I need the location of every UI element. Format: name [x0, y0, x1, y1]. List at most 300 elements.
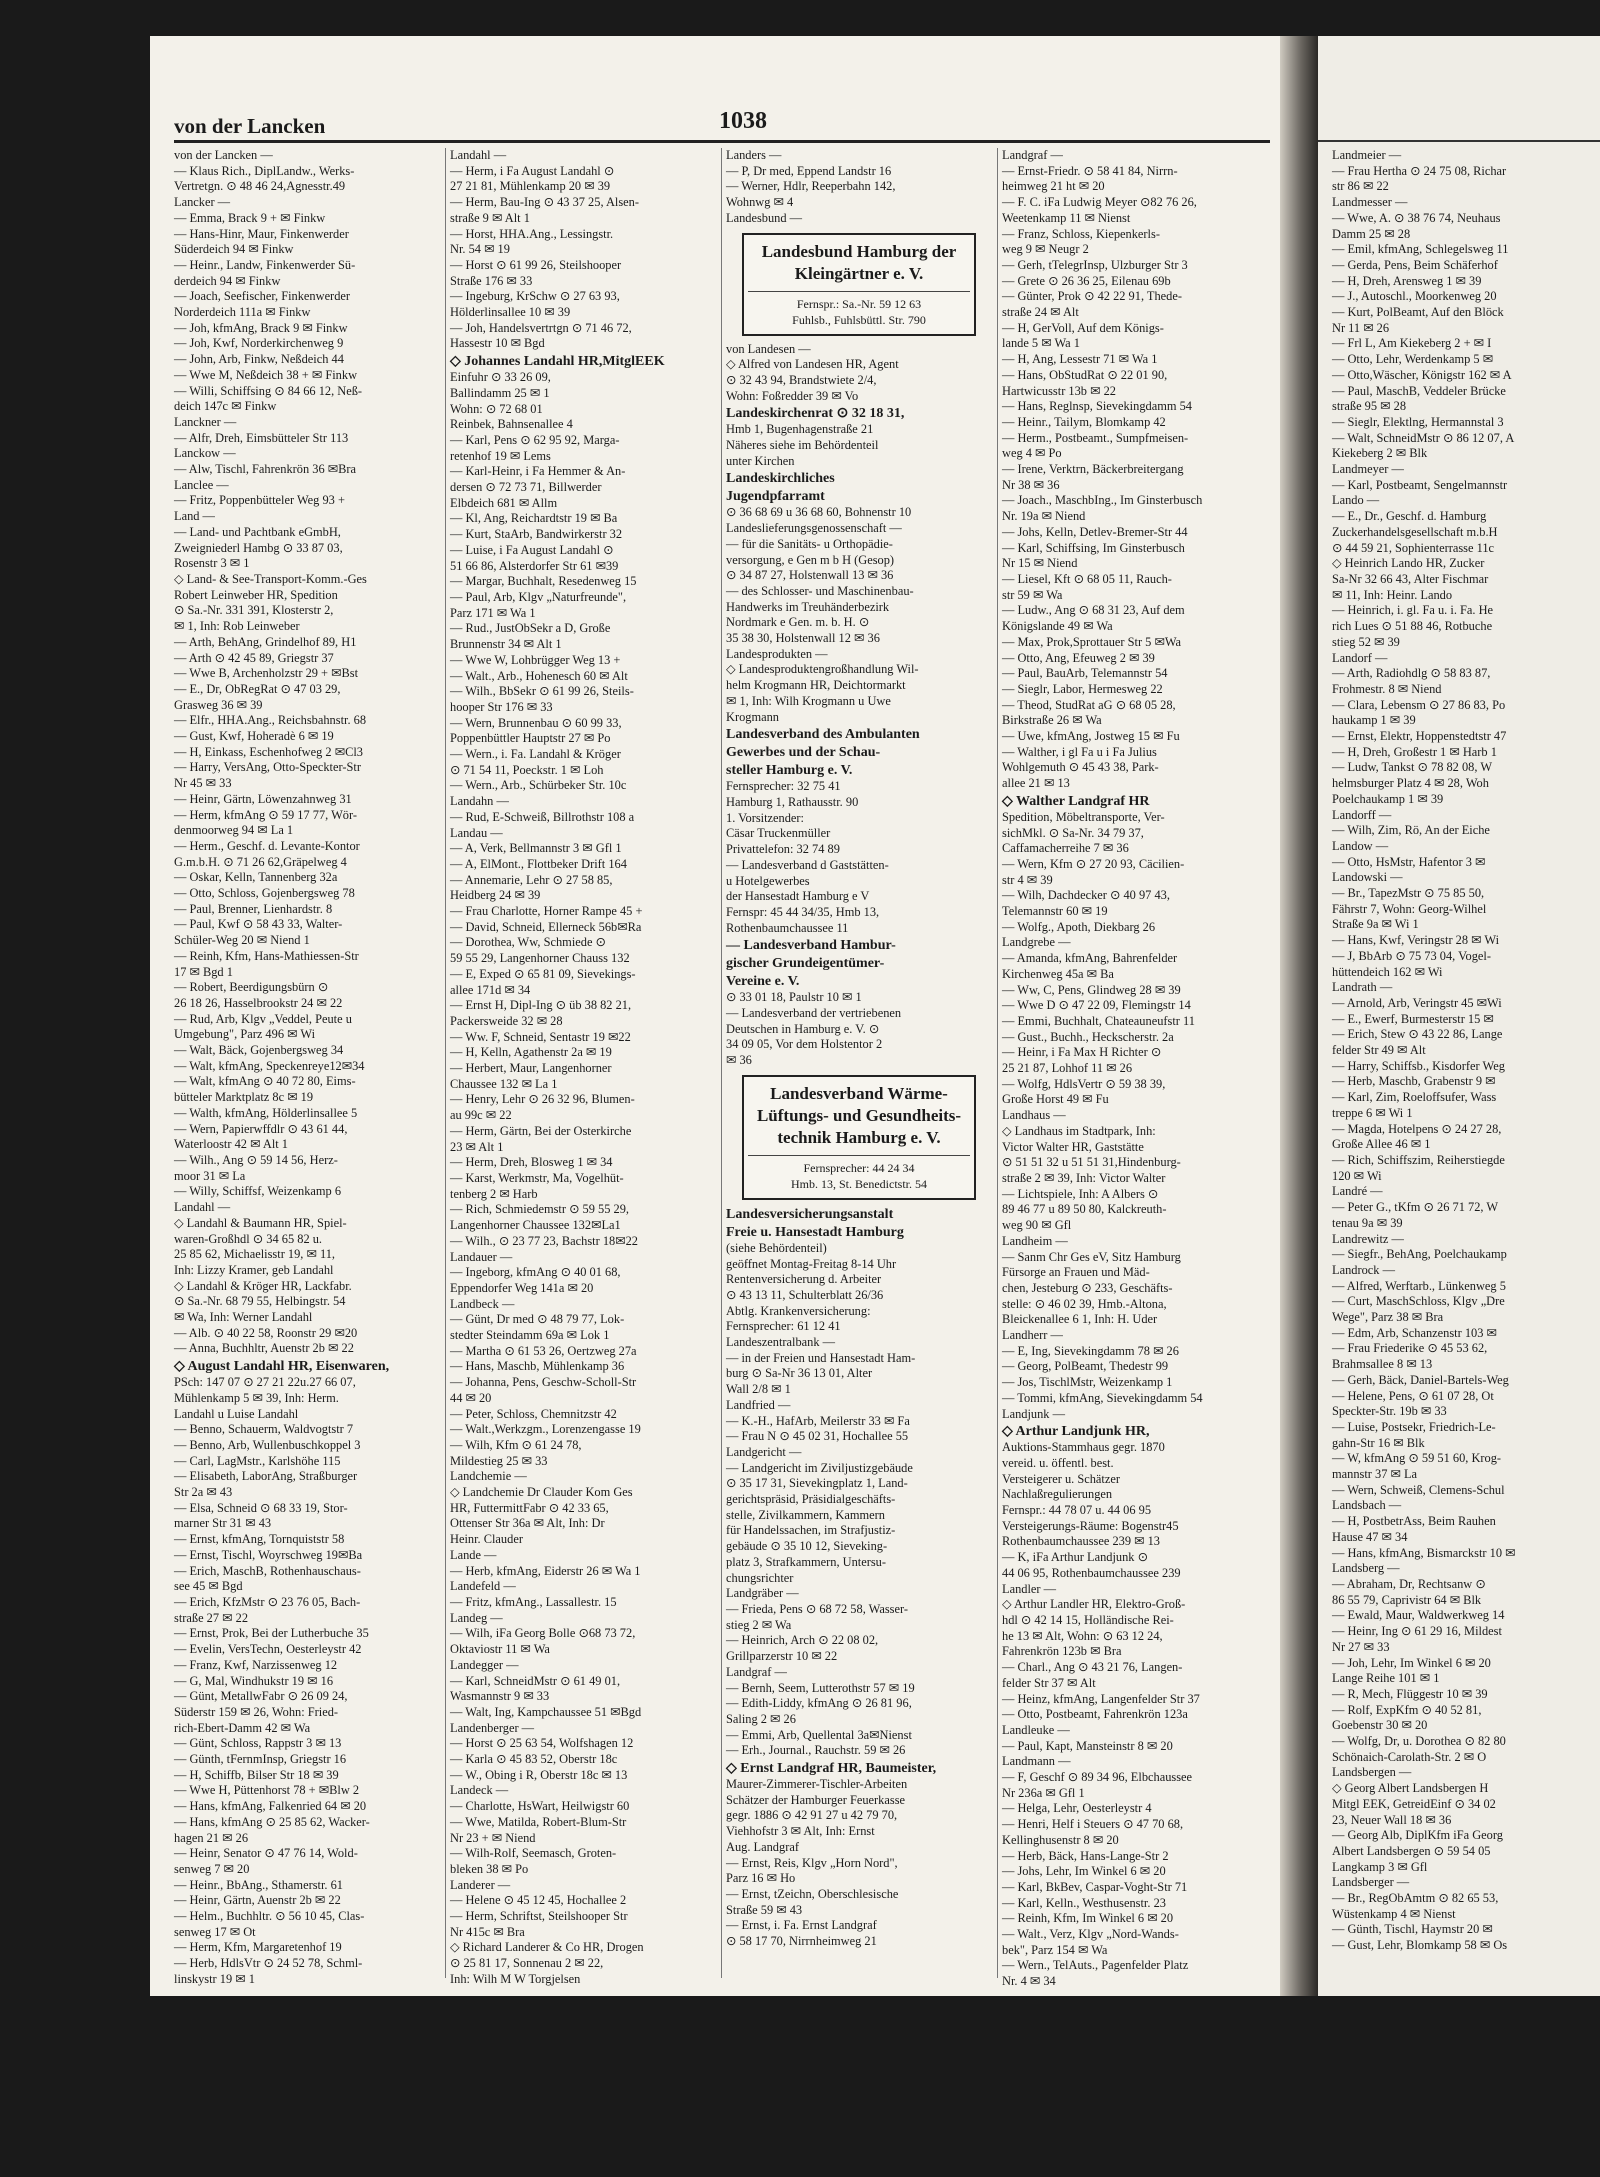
entry-line: — Paul, BauArb, Telemannstr 54 — [1002, 666, 1168, 681]
entry-line: — Landgericht im Ziviljustizgebäude — [726, 1460, 913, 1475]
directory-page-right — [1318, 36, 1600, 1996]
entry-line: geöffnet Montag-Freitag 8-14 Uhr — [726, 1256, 897, 1271]
entry-line: Hartwicusstr 13b ✉ 22 — [1002, 383, 1116, 398]
entry-line: — Wilh, iFa Georg Bolle ⊙68 73 72, — [450, 1626, 636, 1641]
entry-line: 17 ✉ Bgd 1 — [174, 964, 233, 979]
entry-line: Oktaviostr 11 ✉ Wa — [450, 1642, 550, 1657]
entry-line: Nachlaßregulierungen — [1002, 1487, 1113, 1502]
entry-line: — Herb, Bäck, Hans-Lange-Str 2 — [1002, 1848, 1169, 1863]
entry-line: Frohmestr. 8 ✉ Niend — [1332, 681, 1442, 696]
entry-line: — Wwe B, Archenholzstr 29 + ✉Bst — [174, 666, 359, 681]
page-number: 1038 — [719, 108, 767, 134]
advertisement-title: Landesbund Hamburg der Kleingärtner e. V. — [761, 241, 957, 283]
entry-line: Landgericht — — [726, 1444, 802, 1459]
entry-line: Fürsorge an Frauen und Mäd- — [1002, 1265, 1150, 1280]
entry-line: hagen 21 ✉ 26 — [174, 1830, 249, 1845]
entry-line: — Karl, BkBev, Caspar-Voght-Str 71 — [1002, 1879, 1188, 1894]
entry-line: — Ernst, Tischl, Woyrschweg 19✉Ba — [174, 1547, 363, 1562]
entry-line: — Wern, Brunnenbau ⊙ 60 99 33, — [450, 715, 622, 730]
column-divider — [997, 148, 998, 1978]
entry-line: Mühlenkamp 5 ✉ 39, Inh: Herm. — [174, 1390, 339, 1405]
entry-line: Kirchenweg 45a ✉ Ba — [1002, 966, 1114, 981]
entry-line: Waterloostr 42 ✉ Alt 1 — [174, 1137, 289, 1152]
entry-line: Hause 47 ✉ 34 — [1332, 1529, 1408, 1544]
entry-line: Rentenversicherung d. Arbeiter — [726, 1272, 882, 1287]
entry-line: — für die Sanitäts- u Orthopädie- — [726, 536, 893, 551]
entry-line: Näheres siehe im Behördenteil — [726, 438, 879, 453]
entry-line: — Walt, SchneidMstr ⊙ 86 12 07, A — [1332, 430, 1515, 445]
entry-line: — Sanm Chr Ges eV, Sitz Hamburg — [1002, 1249, 1181, 1264]
entry-line: Landahl — — [174, 1200, 231, 1215]
entry-line: Fernsprecher: 61 12 41 — [726, 1319, 841, 1334]
entry-line: Landré — — [1332, 1184, 1383, 1199]
entry-line: ⊙ 71 54 11, Poeckstr. 1 ✉ Loh — [450, 762, 604, 777]
entry-line: — Otto,Wäscher, Königstr 162 ✉ A — [1332, 367, 1512, 382]
entry-line: Landfried — — [726, 1397, 791, 1412]
entry-line: — W, kfmAng ⊙ 59 51 60, Krog- — [1332, 1451, 1502, 1466]
entry-line: — Hans, kfmAng, Falkenried 64 ✉ 20 — [174, 1799, 367, 1814]
entry-line: — Fritz, kfmAng., Lassallestr. 15 — [450, 1594, 617, 1609]
entry-line: — Evelin, VersTechn, Oesterleystr 42 — [174, 1642, 362, 1657]
entry-line: straße 24 ✉ Alt — [1002, 305, 1079, 320]
entry-line: — Karst, Werkmstr, Ma, Vogelhüt- — [450, 1171, 624, 1185]
entry-line: — Wilh, Dachdecker ⊙ 40 97 43, — [1002, 888, 1170, 903]
entry-line: — Elsa, Schneid ⊙ 68 33 19, Stor- — [174, 1500, 348, 1515]
entry-line: — Walt.,Werkzgm., Lorenzengasse 19 — [450, 1422, 641, 1437]
entry-line: gerichtspräsid, Präsidialgeschäfts- — [726, 1492, 896, 1507]
entry-line: Brahmsallee 8 ✉ 13 — [1332, 1357, 1433, 1372]
column-divider — [721, 148, 722, 1978]
entry-line: ◇ Land- & See-Transport-Komm.-Ges — [174, 571, 367, 586]
entry-line: — Peter, Schloss, Chemnitzstr 42 — [450, 1406, 617, 1421]
entry-line: ◇ Landesproduktengroßhandlung Wil- — [726, 662, 919, 677]
entry-line: str 4 ✉ 39 — [1002, 872, 1053, 887]
entry-heading: Gewerbes und der Schau- — [726, 745, 881, 761]
entry-line: — Otto, Postbeamt, Fahrenkrön 123a — [1002, 1707, 1188, 1722]
entry-line: — Joach, Seefischer, Finkenwerder — [174, 289, 351, 304]
entry-line: — Wwe, Matilda, Robert-Blum-Str — [450, 1814, 627, 1829]
entry-line: helm Krogmann HR, Deichtormarkt — [726, 678, 906, 693]
entry-line: Cäsar Truckenmüller — [726, 826, 831, 841]
entry-line: — Abraham, Dr, Rechtsanw ⊙ — [1332, 1576, 1486, 1591]
entry-line: — David, Schneid, Ellerneck 56b✉Ra — [450, 919, 642, 934]
entry-line: Grasweg 36 ✉ 39 — [174, 697, 263, 712]
entry-line: Wasmannstr 9 ✉ 33 — [450, 1689, 550, 1704]
advertisement-address: Fuhlsb., Fuhlsbüttl. Str. 790 — [792, 312, 926, 327]
entry-line: u Hotelgewerbes — [726, 873, 810, 888]
entry-line: Landsbergen — — [1332, 1765, 1412, 1780]
entry-line: Saling 2 ✉ 26 — [726, 1711, 796, 1726]
entry-line: — Karl, Schiffsing, Im Ginsterbusch — [1002, 540, 1185, 555]
entry-line: moor 31 ✉ La — [174, 1168, 246, 1183]
entry-line: — Kl, Ang, Reichardtstr 19 ✉ Ba — [450, 511, 618, 526]
entry-line: — Helga, Lehr, Oesterleystr 4 — [1002, 1801, 1152, 1816]
entry-line: 44 06 95, Rothenbaumchaussee 239 — [1002, 1565, 1181, 1580]
entry-line: Ottenser Str 36a ✉ Alt, Inh: Dr — [450, 1516, 605, 1531]
entry-line: — K.-H., HafArb, Meilerstr 33 ✉ Fa — [726, 1413, 910, 1428]
entry-line: Langenhorner Chaussee 132✉La1 — [450, 1218, 621, 1233]
entry-line: — F. C. iFa Ludwig Meyer ⊙82 76 26, — [1002, 195, 1197, 210]
entry-line: senweg 7 ✉ 20 — [174, 1861, 250, 1876]
entry-line: — Hans-Hinr, Maur, Finkenwerder — [174, 226, 349, 241]
entry-line: Nr. 54 ✉ 19 — [450, 242, 510, 257]
directory-page-left — [150, 36, 1280, 1996]
entry-line: Krogmann — [726, 709, 779, 724]
entry-line: — Ernst, Elektr, Hoppenstedtstr 47 — [1332, 729, 1507, 744]
entry-line: — Kurt, PolBeamt, Auf den Blöck — [1332, 305, 1504, 320]
entry-line: — Johanna, Pens, Geschw-Scholl-Str — [450, 1375, 637, 1390]
entry-line: ⊙ 33 01 18, Paulstr 10 ✉ 1 — [726, 990, 862, 1005]
entry-line: Heinr. Clauder — [450, 1532, 523, 1547]
entry-line: hooper Str 176 ✉ 33 — [450, 699, 553, 714]
entry-line: stieg 52 ✉ 39 — [1332, 634, 1400, 649]
entry-line: — Joh, Lehr, Im Winkel 6 ✉ 20 — [1332, 1655, 1491, 1670]
entry-line: 25 21 87, Lohhof 11 ✉ 26 — [1002, 1061, 1133, 1076]
entry-line: — Günter, Prok ⊙ 42 22 91, Thede- — [1002, 289, 1183, 304]
entry-heading: Vereine e. V. — [726, 974, 800, 990]
entry-line: — Martha ⊙ 61 53 26, Oertzweg 27a — [450, 1343, 637, 1358]
entry-line: — Ernst, Prok, Bei der Lutherbuche 35 — [174, 1626, 369, 1641]
entry-line: Wohn: Foßredder 39 ✉ Vo — [726, 388, 859, 403]
entry-line: — Arnold, Arb, Veringstr 45 ✉Wi — [1332, 995, 1502, 1010]
entry-line: — Günth, Tischl, Haymstr 20 ✉ — [1332, 1922, 1493, 1937]
entry-line: — Heinr., Tailym, Blomkamp 42 — [1002, 414, 1166, 429]
entry-line: — Walt., Arb., Hohenesch 60 ✉ Alt — [450, 668, 628, 683]
entry-line: Weetenkamp 11 ✉ Nienst — [1002, 210, 1131, 225]
entry-line: Landahl u Luise Landahl — [174, 1406, 299, 1421]
entry-line: — John, Arb, Finkw, Neßdeich 44 — [174, 352, 344, 367]
entry-line: — Erich, MaschB, Rothenhauschaus- — [174, 1563, 361, 1578]
entry-line: — Wwe H, Püttenhorst 78 + ✉Blw 2 — [174, 1783, 360, 1798]
entry-line: Fernspr.: 44 78 07 u. 44 06 95 — [1002, 1503, 1152, 1518]
entry-line: — Helene, Pens, ⊙ 61 07 28, Ot — [1332, 1388, 1494, 1403]
entry-line: Süderdeich 94 ✉ Finkw — [174, 242, 294, 257]
entry-line: — Magda, Hotelpens ⊙ 24 27 28, — [1332, 1121, 1502, 1136]
entry-line: — Wilh., ⊙ 23 77 23, Bachstr 18✉22 — [450, 1233, 638, 1248]
entry-line: — Wilh., Ang ⊙ 59 14 56, Herz- — [174, 1153, 338, 1167]
entry-line: Landhaus — — [1002, 1108, 1066, 1123]
entry-line: — Ingeborg, kfmAng ⊙ 40 01 68, — [450, 1265, 621, 1280]
entry-line: — Heinr., BbAng., Sthamerstr. 61 — [174, 1877, 343, 1892]
entry-line: ◇ Landahl & Kröger HR, Lackfabr. — [174, 1278, 352, 1293]
entry-line: — Wwe D ⊙ 47 22 09, Flemingstr 14 — [1002, 998, 1191, 1013]
header-rule — [1318, 140, 1600, 142]
entry-line: — H, Einkass, Eschenhofweg 2 ✉Cl3 — [174, 744, 363, 759]
entry-line: Packersweide 32 ✉ 28 — [450, 1013, 563, 1028]
entry-line: — Günt, Dr med ⊙ 48 79 77, Lok- — [450, 1312, 625, 1327]
entry-line: Fährstr 7, Wohn: Georg-Wilhel — [1332, 901, 1487, 916]
entry-line: retenhof 19 ✉ Lems — [450, 448, 551, 463]
entry-line: — Peter G., tKfm ⊙ 26 71 72, W — [1332, 1200, 1499, 1215]
entry-line: — Georg, PolBeamt, Thedestr 99 — [1002, 1359, 1169, 1374]
entry-line: treppe 6 ✉ Wi 1 — [1332, 1105, 1413, 1120]
entry-line: Telemannstr 60 ✉ 19 — [1002, 904, 1108, 919]
entry-line: 44 ✉ 20 — [450, 1390, 492, 1405]
entry-line: — Sieglr, Labor, Hermesweg 22 — [1002, 681, 1163, 696]
entry-line: Landegger — — [450, 1657, 519, 1672]
entry-line: für Handelssachen, im Strafjustiz- — [726, 1523, 896, 1538]
entry-line: Chaussee 132 ✉ La 1 — [450, 1076, 558, 1091]
entry-line: — Herm, Dreh, Blosweg 1 ✉ 34 — [450, 1155, 613, 1170]
entry-line: straße 27 ✉ 22 — [174, 1610, 249, 1625]
entry-line: — H, Schiffb, Bilser Str 18 ✉ 39 — [174, 1767, 339, 1782]
entry-line: ◇ Alfred von Landesen HR, Agent — [726, 357, 899, 372]
entry-line: — Wilh, Zim, Rö, An der Eiche — [1332, 823, 1490, 838]
entry-line: felder Str 49 ✉ Alt — [1332, 1043, 1426, 1058]
right-page-column — [1332, 148, 1600, 1988]
entry-line: Lange Reihe 101 ✉ 1 — [1332, 1671, 1440, 1686]
entry-line: — Herm, Bau-Ing ⊙ 43 37 25, Alsen- — [450, 195, 639, 210]
entry-line: tenau 9a ✉ 39 — [1332, 1215, 1403, 1230]
entry-line: — Emmi, Arb, Quellental 3a✉Nienst — [726, 1727, 912, 1742]
entry-line: Landgraf — — [1002, 148, 1063, 162]
entry-line: — Horst, HHA.Ang., Lessingstr. — [450, 226, 614, 241]
entry-line: — Benno, Schauerm, Waldvogtstr 7 — [174, 1422, 354, 1437]
entry-line: 34 09 05, Vor dem Holstentor 2 — [726, 1037, 883, 1052]
entry-line: Landers — — [726, 148, 782, 162]
entry-line: — Landesverband der vertriebenen — [726, 1006, 902, 1021]
entry-line: — H, Ang, Lessestr 71 ✉ Wa 1 — [1002, 352, 1158, 367]
entry-line: — Wern, Kfm ⊙ 27 20 93, Cäcilien- — [1002, 856, 1185, 871]
entry-line: Landchemie — — [450, 1469, 527, 1484]
entry-line: — Edm, Arb, Schanzenstr 103 ✉ — [1332, 1325, 1497, 1340]
entry-line: ⊙ Sa.-Nr. 331 391, Klosterstr 2, — [174, 603, 334, 618]
entry-line: Birkstraße 26 ✉ Wa — [1002, 713, 1102, 728]
entry-line: — Ernst H, Dipl-Ing ⊙ üb 38 82 21, — [450, 998, 632, 1013]
entry-line: straße 9 ✉ Alt 1 — [450, 210, 530, 225]
entry-line: — E., Ewerf, Burmesterstr 15 ✉ — [1332, 1011, 1494, 1026]
entry-line: Schätzer der Hamburger Feuerkasse — [726, 1792, 906, 1807]
entry-line: Landeck — — [450, 1783, 509, 1798]
entry-line: PSch: 147 07 ⊙ 27 21 22u.27 66 07, — [174, 1375, 356, 1390]
entry-line: Inh: Wilh M W Torgjelsen — [450, 1971, 581, 1986]
entry-line: Albert Landsbergen ⊙ 59 54 05 — [1332, 1843, 1491, 1858]
entry-line: — Günt, MetallwFabr ⊙ 26 09 24, — [174, 1689, 348, 1704]
entry-line: versorgung, e Gen m b H (Gesop) — [726, 552, 895, 567]
entry-line: Privattelefon: 32 74 89 — [726, 842, 840, 857]
entry-line: au 99c ✉ 22 — [450, 1108, 512, 1123]
entry-line: — Luise, i Fa August Landahl ⊙ — [450, 542, 614, 557]
entry-line: von der Lancken — — [174, 148, 273, 162]
entry-line: — Wilh., BbSekr ⊙ 61 99 26, Steils- — [450, 684, 634, 699]
advertisement-box — [742, 233, 976, 336]
entry-line: Versteigerer u. Schätzer — [1002, 1471, 1120, 1486]
entry-line: hüttendeich 162 ✉ Wi — [1332, 964, 1443, 979]
entry-line: ✉ Wa, Inh: Werner Landahl — [174, 1310, 313, 1325]
entry-line: — Anna, Buchhltr, Auenstr 2b ✉ 22 — [174, 1341, 354, 1356]
entry-line: Nr 236a ✉ Gfl 1 — [1002, 1785, 1085, 1800]
entry-line: — J., Autoschl., Moorkenweg 20 — [1332, 289, 1497, 304]
entry-line: ◇ Landhaus im Stadtpark, Inh: — [1002, 1123, 1156, 1138]
entry-line: — Gust, Kwf, Hoheradè 6 ✉ 19 — [174, 729, 334, 744]
entry-line: ⊙ 25 81 17, Sonnenau 2 ✉ 22, — [450, 1956, 604, 1971]
entry-line: straße 95 ✉ 28 — [1332, 399, 1407, 414]
entry-line: — Gerda, Pens, Beim Schäferhof — [1332, 257, 1498, 272]
entry-line: — Reinh, Kfm, Hans-Mathiessen-Str — [174, 948, 359, 963]
entry-line: — Georg Alb, DiplKfm iFa Georg — [1332, 1828, 1503, 1843]
entry-line: — Uwe, kfmAng, Jostweg 15 ✉ Fu — [1002, 729, 1180, 744]
entry-line: — Siegfr., BehAng, Poelchaukamp — [1332, 1247, 1507, 1262]
entry-line: platz 3, Strafkammern, Untersu- — [726, 1554, 886, 1569]
entry-line: — Charl., Ang ⊙ 43 21 76, Langen- — [1002, 1660, 1183, 1675]
entry-line: — Alw, Tischl, Fahrenkrön 36 ✉Bra — [174, 462, 357, 477]
entry-line: — Wern., Arb., Schürbeker Str. 10c — [450, 778, 627, 793]
entry-line: 86 55 79, Caprivistr 64 ✉ Blk — [1332, 1592, 1482, 1607]
entry-line: — Heinrich, i. gl. Fa u. i. Fa. He — [1332, 603, 1494, 618]
entry-line: — Ernst, i. Fa. Ernst Landgraf — [726, 1918, 877, 1933]
entry-line: — Ludw., Ang ⊙ 68 31 23, Auf dem — [1002, 603, 1185, 618]
entry-line: Nordmark e Gen. m. b. H. ⊙ — [726, 615, 870, 630]
entry-line: — Br., RegObAmtm ⊙ 82 65 53, — [1332, 1891, 1499, 1906]
entry-line: Zweigniederl Hambg ⊙ 33 87 03, — [174, 540, 343, 555]
entry-line: Handwerks im Treuhänderbezirk — [726, 599, 890, 614]
entry-line: — Karl, Zim, Roeloffsufer, Wass — [1332, 1090, 1497, 1105]
entry-line: stedter Steindamm 69a ✉ Lok 1 — [450, 1328, 610, 1343]
entry-line: — Frau Charlotte, Horner Rampe 45 + — [450, 904, 643, 919]
entry-line: — Frau Friederike ⊙ 45 53 62, — [1332, 1341, 1488, 1356]
book-gutter — [1280, 36, 1318, 1996]
entry-line: — Karl, Pens ⊙ 62 95 92, Marga- — [450, 432, 620, 447]
entry-line: Fernsprecher: 32 75 41 — [726, 779, 841, 794]
entry-line: — Hans, kfmAng, Bismarckstr 10 ✉ — [1332, 1545, 1516, 1560]
entry-line: Heidberg 24 ✉ 39 — [450, 888, 541, 903]
entry-line: Große Allee 46 ✉ 1 — [1332, 1137, 1431, 1152]
entry-line: bleken 38 ✉ Po — [450, 1861, 529, 1876]
entry-line: — Erich, KfzMstr ⊙ 23 76 05, Bach- — [174, 1594, 361, 1609]
entry-heading: ◇ Walther Landgraf HR — [1002, 793, 1150, 809]
entry-line: — Emil, kfmAng, Schlegelsweg 11 — [1332, 242, 1509, 257]
entry-line: rich Lues ⊙ 51 88 46, Rotbuche — [1332, 619, 1493, 634]
entry-line: stelle: ⊙ 46 02 39, Hmb.-Altona, — [1002, 1296, 1167, 1311]
entry-line: Eppendorfer Weg 141a ✉ 20 — [450, 1280, 594, 1295]
entry-line: — Herm., Geschf. d. Levante-Kontor — [174, 838, 360, 853]
entry-line: — Karl-Heinr, i Fa Hemmer & An- — [450, 464, 626, 479]
advertisement-title: Landesverband Wärme-Lüftungs- und Gesundheits-technik Hamburg e. V. — [756, 1083, 962, 1147]
entry-line: 27 21 81, Mühlenkamp 20 ✉ 39 — [450, 179, 611, 194]
entry-line: helmsburger Platz 4 ✉ 28, Woh — [1332, 776, 1489, 791]
entry-line: — Otto, HsMstr, Hafentor 3 ✉ — [1332, 854, 1486, 869]
entry-line: — E., Dr., Geschf. d. Hamburg — [1332, 509, 1487, 524]
entry-line: allee 21 ✉ 13 — [1002, 776, 1070, 791]
entry-line: — Herm, Gärtn, Bei der Osterkirche — [450, 1123, 632, 1138]
entry-line: Str 2a ✉ 43 — [174, 1485, 233, 1500]
advertisement-phone: Fernsprecher: 44 24 34 — [803, 1160, 915, 1175]
entry-line: Schönaich-Carolath-Str. 2 ✉ O — [1332, 1749, 1487, 1764]
entry-line: — Wern., TelAuts., Pagenfelder Platz — [1002, 1958, 1189, 1973]
entry-line: Landauer — — [450, 1249, 513, 1264]
entry-line: Vertretgn. ⊙ 48 46 24,Agnesstr.49 — [174, 179, 346, 194]
entry-line: 23 ✉ Alt 1 — [450, 1139, 504, 1154]
entry-line: — Kurt, StaArb, Bandwirkerstr 32 — [450, 527, 623, 542]
entry-line: — Annemarie, Lehr ⊙ 27 58 85, — [450, 872, 613, 887]
entry-line: weg 90 ✉ Gfl — [1002, 1218, 1072, 1233]
entry-line: Bleickenallee 6 1, Inh: H. Uder — [1002, 1312, 1158, 1327]
entry-line: tenberg 2 ✉ Harb — [450, 1186, 538, 1201]
entry-line: — Rolf, ExpKfm ⊙ 40 52 81, — [1332, 1702, 1482, 1717]
entry-line: ⊙ 32 43 94, Brandstwiete 2/4, — [726, 372, 877, 387]
entry-line: — Otto, Schloss, Gojenbergsweg 78 — [174, 886, 355, 901]
entry-line: — Heinr, Gärtn, Löwenzahnweg 31 — [174, 791, 352, 806]
entry-line: Wege", Parz 38 ✉ Bra — [1332, 1310, 1444, 1325]
entry-line: — Curt, MaschSchloss, Klgv „Dre — [1332, 1294, 1505, 1309]
entry-line: — Walth, kfmAng, Hölderlinsallee 5 — [174, 1105, 358, 1120]
entry-line: — Gerh, Bäck, Daniel-Bartels-Weg — [1332, 1372, 1509, 1387]
entry-line: — Franz, Kwf, Narzissenweg 12 — [174, 1657, 338, 1672]
entry-line: — Arth, Radiohdlg ⊙ 58 83 87, — [1332, 666, 1491, 681]
entry-line: Hmb 1, Bugenhagenstraße 21 — [726, 422, 874, 437]
entry-line: — Henry, Lehr ⊙ 26 32 96, Blumen- — [450, 1092, 635, 1107]
entry-line: felder Str 37 ✉ Alt — [1002, 1675, 1096, 1690]
entry-line: Nr. 4 ✉ 34 — [1002, 1974, 1056, 1989]
entry-line: Süderstr 159 ✉ 26, Wohn: Fried- — [174, 1704, 339, 1719]
entry-line: Lando — — [1332, 493, 1380, 508]
entry-line: 120 ✉ Wi — [1332, 1168, 1382, 1183]
entry-line: Parz 16 ✉ Ho — [726, 1871, 796, 1886]
entry-line: Landgrebe — — [1002, 935, 1071, 950]
entry-line: Sa-Nr 32 66 43, Alter Fischmar — [1332, 571, 1489, 586]
entry-line: — Willy, Schiffsf, Weizenkamp 6 — [174, 1184, 342, 1199]
entry-line: Caffamacherreihe 7 ✉ 36 — [1002, 841, 1129, 856]
entry-line: gegr. 1886 ⊙ 42 91 27 u 42 79 70, — [726, 1808, 898, 1823]
entry-line: ◇ Landahl & Baumann HR, Spiel- — [174, 1215, 347, 1230]
entry-line: — Max, Prok,Sprottauer Str 5 ✉Wa — [1002, 634, 1182, 649]
entry-line: Landow — — [1332, 838, 1389, 853]
entry-line: ⊙ Sa.-Nr. 68 79 55, Helbingstr. 54 — [174, 1294, 346, 1309]
entry-line: vereid. u. öffentl. best. — [1002, 1455, 1114, 1470]
entry-line: — Wilh-Rolf, Seemasch, Groten- — [450, 1846, 617, 1861]
entry-line: Landeszentralbank — — [726, 1335, 836, 1350]
entry-line: Nr 11 ✉ 26 — [1332, 320, 1390, 335]
entry-line: ✉ 1, Inh: Rob Leinweber — [174, 619, 300, 634]
entry-line: — Wwe W, Lohbrügger Weg 13 + — [450, 652, 621, 667]
entry-line: Zuckerhandelsgesellschaft m.b.H — [1332, 524, 1498, 539]
entry-line: — Arth, BehAng, Grindelhof 89, H1 — [174, 634, 357, 649]
entry-line: Damm 25 ✉ 28 — [1332, 226, 1411, 241]
entry-line: — Amanda, kfmAng, Bahrenfelder — [1002, 951, 1178, 966]
entry-line: — Theod, StudRat aG ⊙ 68 05 28, — [1002, 697, 1176, 712]
column-3 — [726, 148, 992, 1978]
entry-line: burg ⊙ Sa-Nr 36 13 01, Alter — [726, 1366, 873, 1381]
entry-line: Elbdeich 681 ✉ Allm — [450, 495, 558, 510]
entry-line: Goebenstr 30 ✉ 20 — [1332, 1718, 1428, 1733]
entry-line: (siehe Behördenteil) — [726, 1240, 827, 1255]
entry-line: Spedition, Möbeltransporte, Ver- — [1002, 809, 1165, 824]
column-4 — [1002, 148, 1268, 1989]
entry-line: Langkamp 3 ✉ Gfl — [1332, 1859, 1428, 1874]
entry-line: Landsberger — — [1332, 1875, 1410, 1890]
entry-line: Auktions-Stammhaus gegr. 1870 — [1002, 1440, 1165, 1455]
entry-line: — Emmi, Buchhalt, Chateauneufstr 11 — [1002, 1013, 1195, 1028]
entry-line: Inh: Lizzy Kramer, geb Landahl — [174, 1262, 334, 1277]
entry-line: Lancker — — [174, 195, 231, 210]
entry-line: — des Schlosser- und Maschinenbau- — [726, 583, 914, 598]
entry-line: — Rud, E-Schweiß, Billrothstr 108 a — [450, 809, 635, 824]
entry-line: Nr 38 ✉ 36 — [1002, 477, 1060, 492]
entry-line: Nr 415c ✉ Bra — [450, 1924, 525, 1939]
entry-line: — Walt, kfmAng, Speckenreye12✉34 — [174, 1058, 365, 1073]
entry-line: — Johs, Lehr, Im Winkel 6 ✉ 20 — [1002, 1864, 1166, 1879]
entry-line: — Ludw, Tankst ⊙ 78 82 08, W — [1332, 760, 1493, 775]
entry-line: waren-Großhdl ⊙ 34 65 82 u. — [174, 1231, 323, 1246]
entry-line: mannstr 37 ✉ La — [1332, 1467, 1418, 1482]
entry-line: — Alfr, Dreh, Eimsbütteler Str 113 — [174, 430, 349, 445]
entry-line: — Karl, Kelln., Westhusenstr. 23 — [1002, 1895, 1166, 1910]
entry-heading: gischer Grundeigentümer- — [726, 956, 885, 972]
entry-line: — Jos, TischlMstr, Weizenkamp 1 — [1002, 1375, 1173, 1390]
entry-line: ◇ Arthur Landler HR, Elektro-Groß- — [1002, 1597, 1186, 1612]
entry-line: ✉ 36 — [726, 1053, 752, 1068]
entry-line: Reinbek, Bahnsenallee 4 — [450, 417, 573, 432]
